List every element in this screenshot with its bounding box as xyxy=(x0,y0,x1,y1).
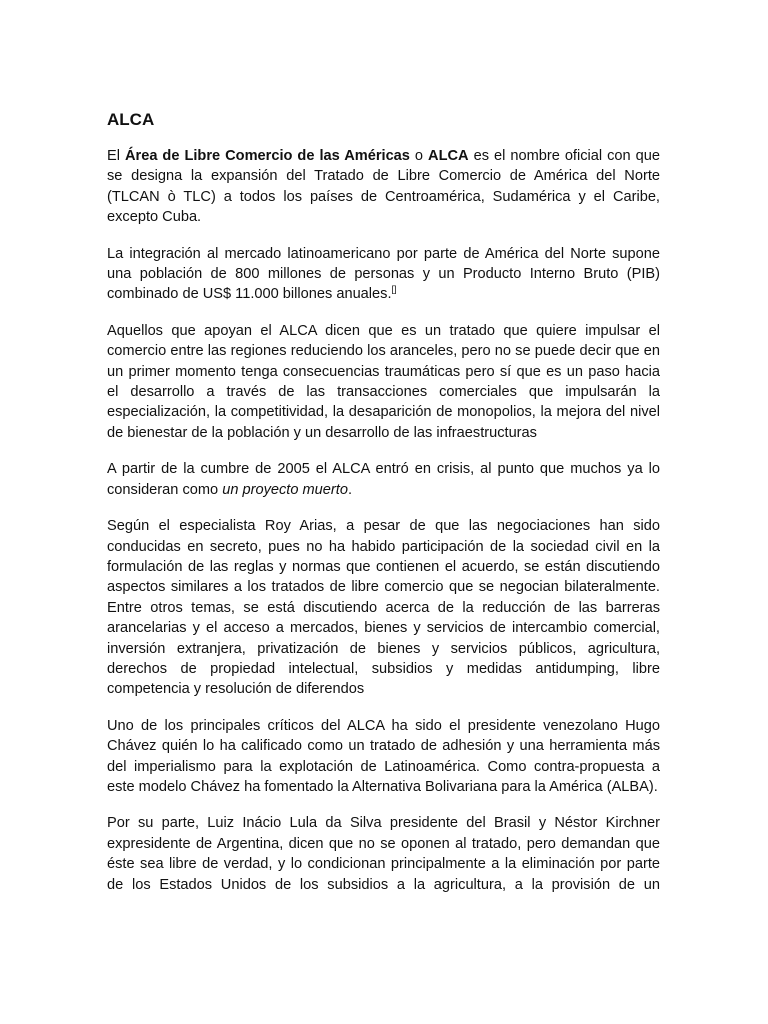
p1-text-3: es el nombre oficial con que se designa la expansión del Tratado de Libre Comercio de América del Norte (TLCAN ò TLC) a todos los países de Centroamérica, Sudamérica y el Caribe, excepto Cuba. xyxy=(107,148,660,226)
p1-bold-acronym: ALCA xyxy=(428,148,469,164)
p1-text-2: o xyxy=(409,148,429,164)
p1-bold-area-name: Área de Libre Comercio de las Américas xyxy=(124,148,410,164)
paragraph-critics: Uno de los principales críticos del ALCA ha sido el presidente venezolano Hugo Chávez quién lo ha calificado como un tratado de adhesión y una herramienta más del imperialismo para la explotación de Latinoamérica. Como contra-propuesta a este modelo Chávez ha fomentado la Alternativa Bolivariana para la América (ALBA). xyxy=(107,717,660,795)
p2-text: La integración al mercado latinoamericano por parte de América del Norte supone una población de 800 millones de personas y un Producto Interno Bruto (PIB) combinado de US$ 11.000 billones anuales. xyxy=(107,245,660,303)
p4-text-1: A partir de la cumbre de 2005 el ALCA entró en crisis, al punto que muchos ya lo consideran como xyxy=(107,461,660,498)
document-title: ALCA xyxy=(107,110,155,129)
footnote-marker[interactable]: [] xyxy=(391,284,397,295)
paragraph-supporters: Aquellos que apoyan el ALCA dicen que es un tratado que quiere impulsar el comercio entre las regiones reduciendo los aranceles, pero no se puede decir que en un primer momento tenga consecuencias traumáticas pero sí que es un paso hacia el desarrollo a través de las transacciones comerciales que impulsarán la especialización, la competitividad, la desaparición de monopolios, la mejora del nivel de bienestar de la población y un desarrollo de las infraestructuras xyxy=(107,322,660,441)
paragraph-lula-kirchner: Por su parte, Luiz Inácio Lula da Silva presidente del Brasil y Néstor Kirchner expresidente de Argentina, dicen que no se oponen al tratado, pero demandan que éste sea libre de verdad, y lo condicionan principalmente a la eliminación por parte de los Estados Unidos de los subsidios a la agricultura, a la provisión de un xyxy=(107,815,660,893)
p1-text-1: El xyxy=(107,148,125,164)
document-page xyxy=(107,108,660,911)
paragraph-intro xyxy=(107,146,660,228)
paragraph-crisis xyxy=(107,459,660,500)
paragraph-market xyxy=(107,244,660,305)
p4-italic-phrase: un proyecto muerto xyxy=(222,481,348,498)
p4-text-2: . xyxy=(347,481,353,498)
paragraph-specialist: Según el especialista Roy Arias, a pesar de que las negociaciones han sido conducidas en secreto, pues no ha habido participación de la sociedad civil en la formulación de las reglas y normas que contienen el acuerdo, se están discutiendo aspectos similares a los tratados de libre comercio que se negocian bilateralmente. Entre otros temas, se está discutiendo acerca de la reducción de las barreras arancelarias y el acceso a mercados, bienes y servicios de intercambio comercial, inversión extranjera, privatización de bienes y servicios públicos, agricultura, derechos de propiedad intelectual, subsidios y medidas antidumping, libre competencia y resolución de diferendos xyxy=(107,518,660,698)
